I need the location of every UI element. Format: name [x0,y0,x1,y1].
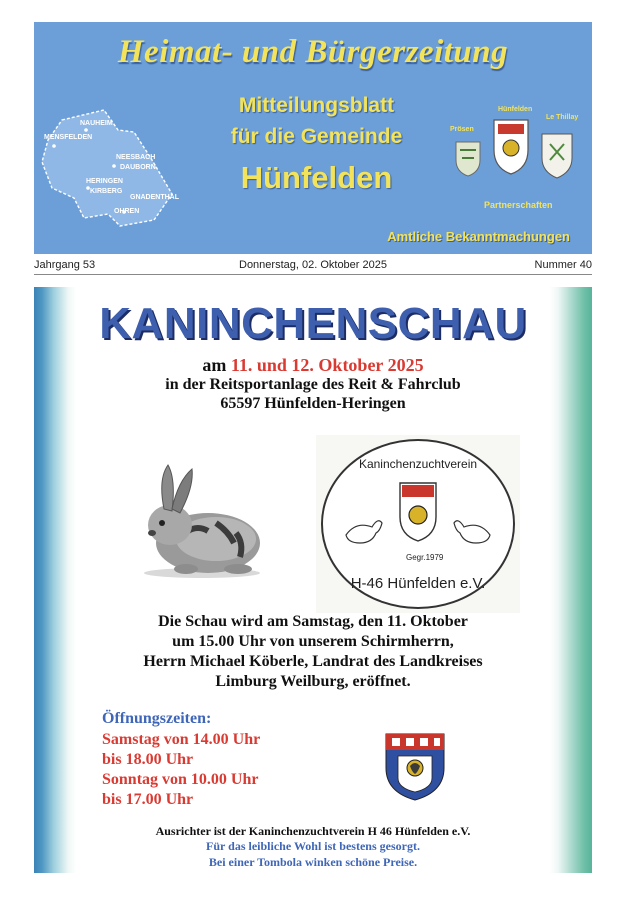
map-label: NAUHEIM [80,120,113,127]
masthead-title: Heimat- und Bürgerzeitung [117,34,509,70]
map-label: MENSFELDEN [44,134,93,141]
rabbit-image [116,453,278,583]
map-label: GNADENTHAL [130,194,179,201]
date-prefix: am [202,355,231,375]
partner-label: Hünfelden [498,106,533,113]
partnerships-crests [450,106,590,216]
event-dates: 11. und 12. Oktober 2025 [230,355,424,375]
hours-item: Sonntag von 10.00 Uhr [102,771,259,788]
hours-item: Samstag von 14.00 Uhr [102,731,261,748]
opening-text: Die Schau wird am Samstag, den 11. Oktober [158,613,468,630]
masthead-banner [34,22,592,254]
map-label: OHREN [114,208,140,215]
masthead-subtitle: für die Gemeinde [230,125,403,148]
issue-info-line [34,258,592,275]
map-label: NEESBACH [116,154,156,161]
logo-bottom-text: H-46 Hünfelden e.V. [350,575,486,592]
masthead-municipality: Hünfelden [240,160,393,195]
logo-founded: Gegr.1979 [406,553,444,562]
masthead-subtitle: Mitteilungsblatt [238,94,395,117]
venue-address: 65597 Hünfelden-Heringen [220,395,406,412]
event-poster [34,287,592,873]
jahrgang: Jahrgang 53 [34,259,96,271]
venue-line: in der Reitsportanlage des Reit & Fahrclub [165,376,461,393]
opening-text: Herrn Michael Köberle, Landrat des Landkreises [143,653,483,670]
hours-item: bis 18.00 Uhr [102,751,194,768]
issue-number: Nummer 40 [534,259,592,271]
map-label: KIRBERG [90,188,123,195]
opening-text: Limburg Weilburg, eröffnet. [215,673,411,690]
partner-label: Partnerschaften [484,200,553,210]
club-logo [316,435,520,613]
partner-label: Prösen [450,126,474,133]
municipal-crest-icon [384,732,446,802]
issue-date: Donnerstag, 02. Oktober 2025 [239,259,387,271]
partner-label: Le Thillay [546,114,579,121]
municipality-map [34,102,184,237]
event-date-line [34,355,592,376]
opening-text: um 15.00 Uhr von unserem Schirmherrn, [172,633,454,650]
amtliche-label: Amtliche Bekanntmachungen [387,229,570,244]
logo-top-text: Kaninchenzuchtverein [358,457,478,471]
poster-title: KANINCHENSCHAU [99,299,527,348]
hours-label: Öffnungszeiten: [102,710,212,727]
hours-item: bis 17.00 Uhr [102,791,194,808]
food-text: Für das leibliche Wohl ist bestens gesorgt. [206,839,420,853]
tombola-text: Bei einer Tombola winken schöne Preise. [208,855,418,869]
map-label: HERINGEN [86,178,123,185]
organizer-text: Ausrichter ist der Kaninchenzuchtverein H 46 Hünfelden e.V. [155,824,471,838]
map-label: DAUBORN [120,164,156,171]
